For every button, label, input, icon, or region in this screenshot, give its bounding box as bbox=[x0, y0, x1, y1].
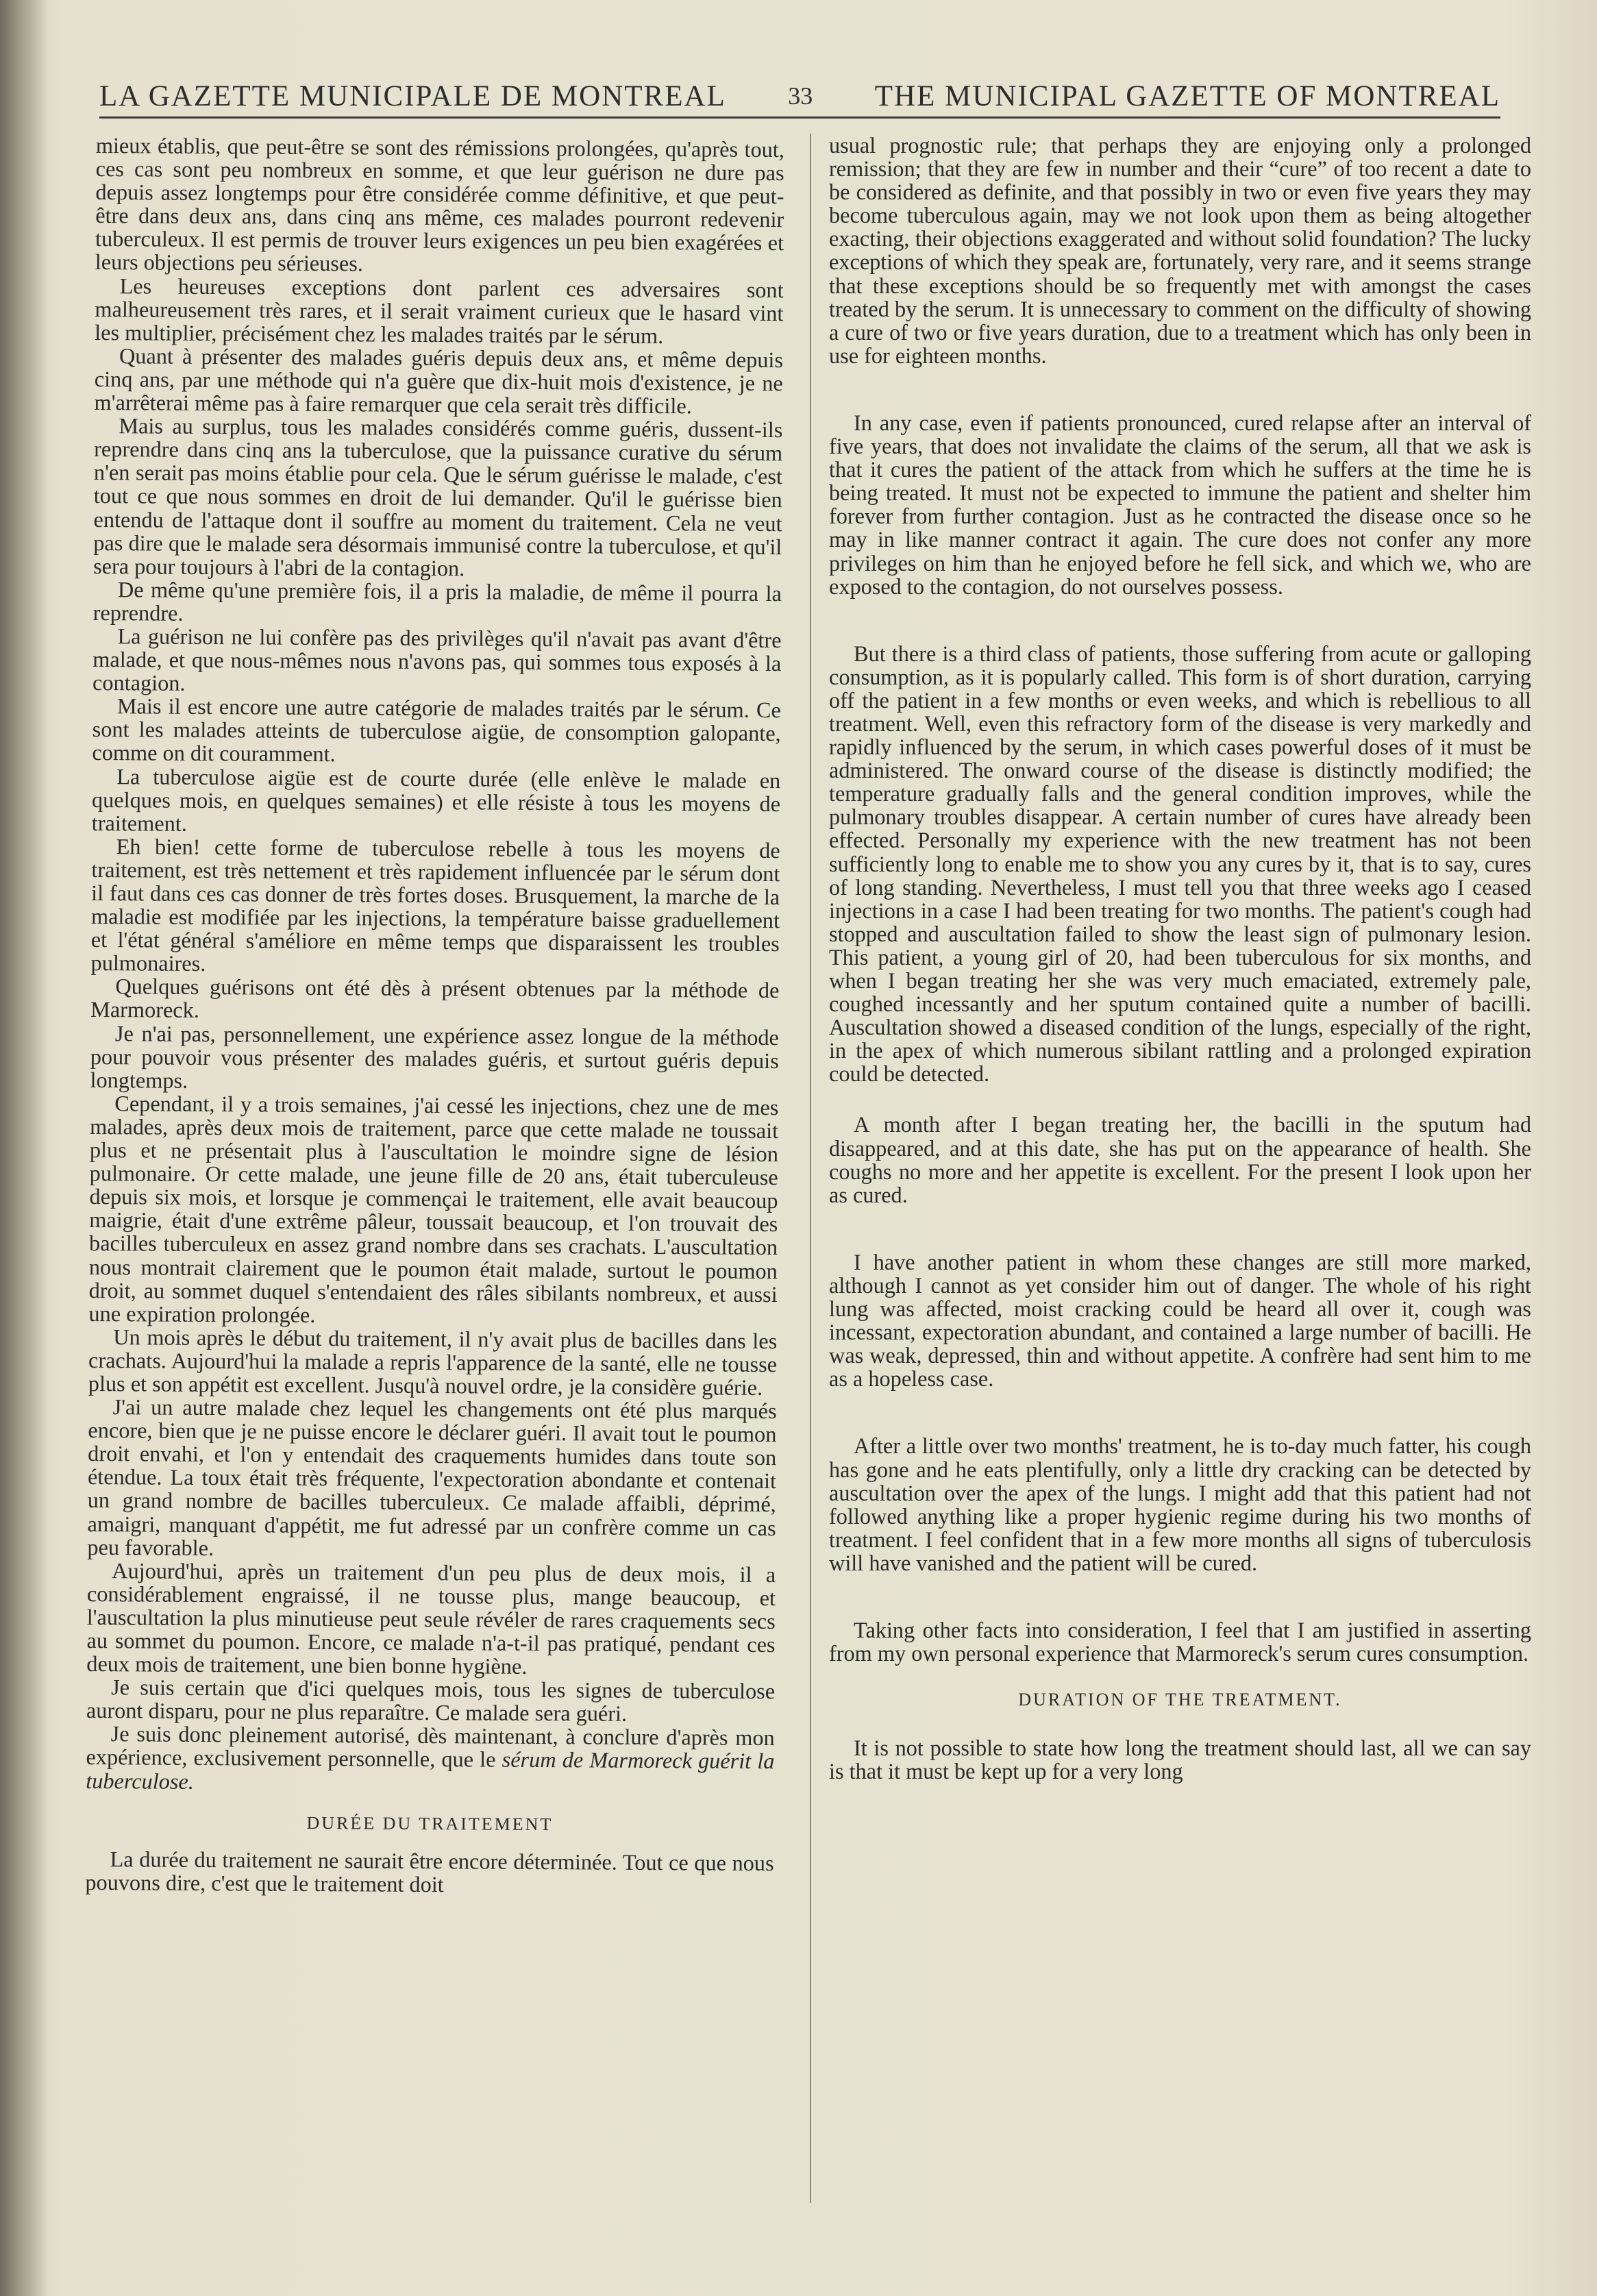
fr-paragraph: mieux établis, que peut-être se sont des rémissions prolongées, qu'après tout, ces cas sont peu nombreux en somme, et que leur guérison ne dure pas depuis assez longtemps pour être considérée comme définitive, et que peut-être dans deux ans, dans cinq ans même, ces malades pourront redevenir tuberculeux. Il est permis de trouver leurs exigences un peu bien exagérées et leurs objections peu sérieuses. bbox=[95, 133, 784, 276]
fr-paragraph: La guérison ne lui confère pas des privilèges qu'il n'avait pas avant d'être malade, et que nous-mêmes nous n'avons pas, qui sommes tous exposés à la contagion. bbox=[92, 624, 782, 695]
header-title-french: LA GAZETTE MUNICIPALE DE MONTREAL bbox=[99, 79, 726, 112]
fr-paragraph: La tuberculose aigüe est de courte durée (elle enlève le malade en quelques mois, en quelques semaines) et elle résiste à tous les moyens de traitement. bbox=[91, 763, 781, 836]
en-paragraph: usual prognostic rule; that perhaps they are enjoying only a prolonged remission; that they are few in number and their “cure” of too recent a date to be considered as definite, and that possibly in two or even five years they may become tuberculous again, may we not look upon them as being altogether exacting, their objections exaggerated and without solid foundation? The lucky exceptions of which they speak are, fortunately, very rare, and it seems strange that these exceptions should be so frequently met with amongst the cases treated by the serum. It is unnecessary to comment on the difficulty of showing a cure of two or five years duration, due to a treatment which has only been in use for eighteen months. bbox=[829, 133, 1531, 368]
fr-paragraph: Eh bien! cette forme de tuberculose rebelle à tous les moyens de traitement, est très nettement et très rapidement influencée par le sérum dont il faut dans ces cas donner de très fortes doses. Brusquement, la marche de la maladie est modifiée par les injections, la température baisse graduellement et l'état général s'améliore en même temps que disparaissent les troubles pulmonaires. bbox=[90, 834, 780, 976]
fr-paragraph: J'ai un autre malade chez lequel les changements ont été plus marqués encore, bien que je ne puisse encore le déclarer guéri. Il avait tout le poumon droit envahi, et l'on y entendait des craquements humides dans toute son étendue. La toux était très fréquente, l'expectoration abondante et contenait un grand nombre de bacilles tuberculeux. Ce malade affaibli, déprimé, amaigri, manquant d'appétit, me fut adressé par un confrère comme un cas peu favorable. bbox=[87, 1394, 777, 1560]
fr-conclusion-italic: sérum de Marmoreck guérit la tuberculose. bbox=[86, 1747, 775, 1794]
en-paragraph: In any case, even if patients pronounced, cured relapse after an interval of five years, that does not invalidate the claims of the serum, all that we ask is that it cures the patient of the attack from which he suffers at the time he is being treated. It must not be expected to immune the patient and shelter him forever from further contagion. Just as he contracted the disease once so he may in like manner contract it again. The cure does not confer any more privileges on him than he enjoyed before he fell sick, and which we, who are exposed to the contagion, do not ourselves possess. bbox=[829, 410, 1531, 599]
fr-paragraph: Aujourd'hui, après un traitement d'un peu plus de deux mois, il a considérablement engraissé, il ne tousse plus, mange beaucoup, et l'auscultation la plus minutieuse peut seule révéler de rares craquements secs au sommet du poumon. Encore, ce malade n'a-t-il pas pratiqué, pendant ces deux mois de traitement, une bien bonne hygiène. bbox=[86, 1557, 776, 1679]
fr-paragraph: Un mois après le début du traitement, il n'y avait plus de bacilles dans les crachats. Aujourd'hui la malade a repris l'apparence de la santé, elle ne tousse plus et son appétit est excellent. Jusqu'à nouvel ordre, je la considère guérie. bbox=[88, 1324, 778, 1400]
french-column bbox=[85, 134, 784, 1898]
page-header bbox=[99, 69, 1500, 123]
fr-paragraph: Mais il est encore une autre catégorie de malades traités par le sérum. Ce sont les malades atteints de tuberculose aigüe, de consomption galopante, comme on dit couramment. bbox=[92, 693, 781, 767]
en-section-title: DURATION OF THE TREATMENT. bbox=[1018, 1690, 1342, 1710]
column-divider bbox=[810, 134, 811, 2203]
header-title-english: THE MUNICIPAL GAZETTE OF MONTREAL bbox=[874, 79, 1500, 112]
fr-paragraph: Quant à présenter des malades guéris depuis deux ans, et même depuis cinq ans, par une méthode qui n'a guère que dix-huit mois d'existence, je ne m'arrêterai même pas à faire remarquer que cela serait très difficile. bbox=[94, 343, 784, 419]
en-paragraph: After a little over two months' treatment, he is to-day much fatter, his cough has gone and he eats plentifully, only a little dry cracking can be detected by auscultation over the apex of the lungs. I might add that this patient had not followed anything like a proper hygienic regime during his two months of treatment. I feel confident that in a few more months all signs of tuberculosis will have vanished and the patient will be cured. bbox=[829, 1433, 1531, 1575]
fr-paragraph: De même qu'une première fois, il a pris la maladie, de même il pourra la reprendre. bbox=[92, 576, 782, 626]
en-paragraph: A month after I began treating her, the bacilli in the sputum had disappeared, and at this date, she has put on the appearance of health. She coughs no more and her appetite is excellent. For the present I look upon her as cured. bbox=[829, 1112, 1531, 1207]
fr-conclusion-text: Je suis donc pleinement autorisé, dès maintenant, à conclure d'après mon expérience, exclusivement personnelle, que le bbox=[86, 1721, 775, 1773]
en-paragraph: But there is a third class of patients, those suffering from acute or galloping consumption, as it is popularly called. This form is of short duration, carrying off the patient in a few months or even weeks, and which is rebellious to all treatment. Well, even this refractory form of the disease is very markedly and rapidly influenced by the serum, in which cases powerful doses of it must be administered. The onward course of the disease is distinctly modified; the temperature gradually falls and the general condition improves, while the pulmonary troubles disappear. A certain number of cures have already been effected. Personally my experience with the new treatment has not been sufficiently long to enable me to show you any cures by it, that is to say, cures of long standing. Nevertheless, I must tell you that three weeks ago I ceased injections in a case I had been treating for two months. The patient's cough had stopped and auscultation failed to show the least sign of pulmonary lesion. This patient, a young girl of 20, had been tuberculous for six months, and when I began treating her she was very much emaciated, extremely pale, coughed incessantly and her sputum contained quite a number of bacilli. Auscultation showed a diseased condition of the lungs, especially of the right, in the apex of which numerous sibilant rattling and a prolonged expiration could be detected. bbox=[829, 641, 1531, 1087]
english-column bbox=[829, 134, 1531, 1827]
fr-paragraph: Je n'ai pas, personnellement, une expérience assez longue de la méthode pour pouvoir vous présenter des malades guéris, et surtout guéris depuis longtemps. bbox=[90, 1020, 780, 1093]
en-paragraph: Taking other facts into consideration, I feel that I am justified in asserting from my own personal experience that Marmoreck's serum cures consumption. bbox=[829, 1617, 1531, 1666]
fr-closing-paragraph: La durée du traitement ne saurait être encore déterminée. Tout ce que nous pouvons dire, c'est que le traitement doit bbox=[85, 1846, 774, 1897]
fr-paragraph: Cependant, il y a trois semaines, j'ai cessé les injections, chez une de mes malades, après deux mois de traitement, parce que cette malade ne toussait plus et ne présentait plus à l'auscultation le moindre signe de lésion pulmonaire. Or cette malade, une jeune fille de 20 ans, était tuberculeuse depuis six mois, et lorsque je commençai le traitement, elle avait beaucoup maigrie, était d'une extrême pâleur, toussait beaucoup, et l'on trouvait des bacilles tuberculeux en assez grand nombre dans ses crachats. L'auscultation nous montrait clairement que le poumon était malade, surtout le poumon droit, au sommet duquel s'entendaient des râles sibilants nombreux, et aussi une expiration prolongée. bbox=[88, 1091, 779, 1327]
fr-paragraph: Les heureuses exceptions dont parlent ces adversaires sont malheureusement très rares, et il serait vraiment curieux que le hasard vint les multiplier, précisément chez les malades traités par le sérum. bbox=[95, 273, 784, 348]
fr-paragraph: Mais au surplus, tous les malades considérés comme guéris, dussent-ils reprendre dans cinq ans la tuberculose, que la puissance curative du sérum n'en serait pas moins établie pour cela. Que le sérum guérisse le malade, c'est tout ce que nous sommes en droit de lui demander. Qu'il le guérisse bien entendu de l'attaque dont il souffre au moment du traitement. Cela ne veut pas dire que le malade sera désormais immunisé contre la tuberculose, et qu'il sera pour toujours à l'abri de la contagion. bbox=[93, 413, 783, 580]
fr-paragraph: Quelques guérisons ont été dès à présent obtenues par la méthode de Marmoreck. bbox=[90, 974, 780, 1023]
fr-section-title: DURÉE DU TRAITEMENT bbox=[306, 1812, 554, 1834]
en-closing-paragraph: It is not possible to state how long the treatment should last, all we can say is that it must be kept up for a very long bbox=[829, 1736, 1531, 1784]
fr-paragraph: Je suis certain que d'ici quelques mois, tous les signes de tuberculose auront disparu, pour ne plus reparaître. Ce malade sera guéri. bbox=[86, 1675, 776, 1727]
fr-conclusion-paragraph bbox=[86, 1722, 775, 1796]
page-number: 33 bbox=[788, 82, 813, 110]
binding-shadow bbox=[0, 0, 48, 2296]
header-rule bbox=[99, 116, 1500, 119]
en-paragraph: I have another patient in whom these changes are still more marked, although I cannot as yet consider him out of danger. The whole of his right lung was affected, moist cracking could be heard all over it, cough was incessant, expectoration abundant, and contained a large number of bacilli. He was weak, depressed, thin and without appetite. A confrère had sent him to me as a hopeless case. bbox=[829, 1249, 1531, 1392]
